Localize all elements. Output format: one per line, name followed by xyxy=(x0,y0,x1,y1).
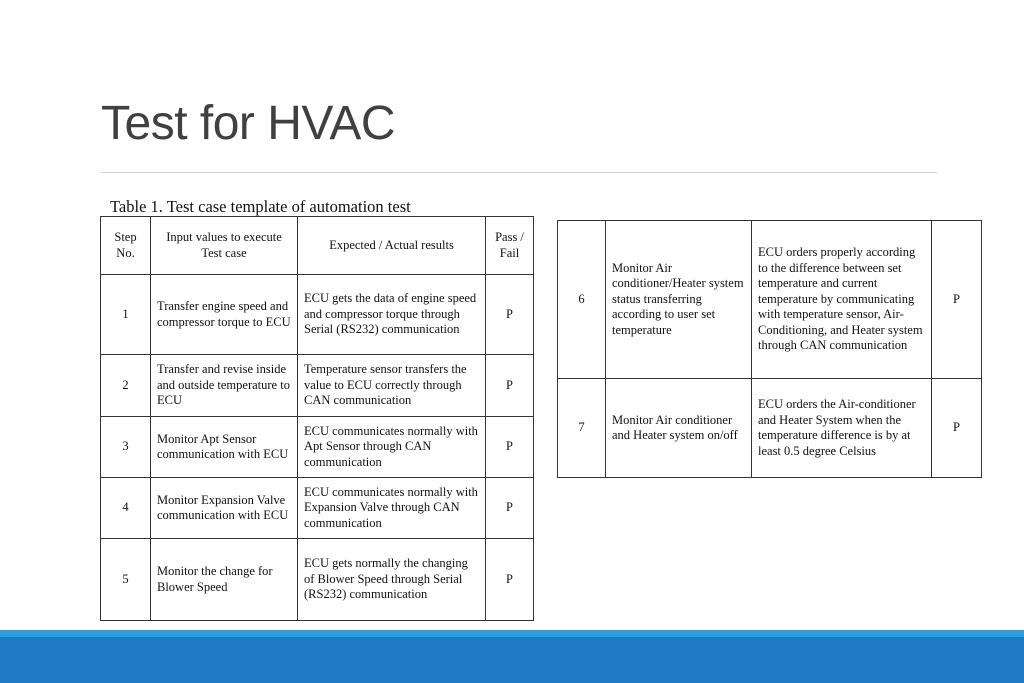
pass-fail: P xyxy=(486,539,534,621)
expected-result: ECU communicates normally with Expansion Valve through CAN communication xyxy=(298,478,486,539)
expected-result: Temperature sensor transfers the value to ECU correctly through CAN communication xyxy=(298,355,486,417)
step-number: 2 xyxy=(101,355,151,417)
expected-result: ECU orders the Air-conditioner and Heater System when the temperature difference is by at least 0.5 degree Celsius xyxy=(752,379,932,478)
input-value: Transfer and revise inside and outside temperature to ECU xyxy=(151,355,298,417)
input-value: Monitor Air conditioner/Heater system status transferring according to user set temperature xyxy=(606,221,752,379)
table-row xyxy=(101,275,534,355)
input-value: Transfer engine speed and compressor torque to ECU xyxy=(151,275,298,355)
input-value: Monitor Expansion Valve communication with ECU xyxy=(151,478,298,539)
step-number: 3 xyxy=(101,417,151,478)
step-number: 4 xyxy=(101,478,151,539)
input-value: Monitor Apt Sensor communication with ECU xyxy=(151,417,298,478)
step-number: 5 xyxy=(101,539,151,621)
table-cut-mask xyxy=(100,621,534,630)
step-number: 7 xyxy=(558,379,606,478)
header-input: Input values to execute Test case xyxy=(151,217,298,275)
test-case-table-right xyxy=(557,220,982,478)
pass-fail: P xyxy=(932,379,982,478)
test-case-table-left xyxy=(100,216,534,641)
expected-result: ECU orders properly according to the difference between set temperature and current temperature by communicating with temperature sensor, Air-Conditioning, and Heater system through CAN communication xyxy=(752,221,932,379)
pass-fail: P xyxy=(486,275,534,355)
pass-fail: P xyxy=(486,417,534,478)
table-row xyxy=(101,355,534,417)
title-divider xyxy=(101,172,937,173)
expected-result: ECU gets normally the changing of Blower Speed through Serial (RS232) communication xyxy=(298,539,486,621)
header-expected: Expected / Actual results xyxy=(298,217,486,275)
table-row xyxy=(558,379,982,478)
input-value: Monitor Air conditioner and Heater system on/off xyxy=(606,379,752,478)
table-header-row xyxy=(101,217,534,275)
expected-result: ECU gets the data of engine speed and compressor torque through Serial (RS232) communication xyxy=(298,275,486,355)
pass-fail: P xyxy=(932,221,982,379)
header-step: Step No. xyxy=(101,217,151,275)
pass-fail: P xyxy=(486,355,534,417)
table-row xyxy=(101,417,534,478)
pass-fail: P xyxy=(486,478,534,539)
input-value: Monitor the change for Blower Speed xyxy=(151,539,298,621)
expected-result: ECU communicates normally with Apt Sensor through CAN communication xyxy=(298,417,486,478)
table-caption: Table 1. Test case template of automation test xyxy=(110,197,411,216)
table-row xyxy=(101,478,534,539)
header-pass: Pass / Fail xyxy=(486,217,534,275)
table-row xyxy=(558,221,982,379)
footer-accent-line xyxy=(0,630,1024,637)
table-row xyxy=(101,539,534,621)
step-number: 6 xyxy=(558,221,606,379)
step-number: 1 xyxy=(101,275,151,355)
footer-bar xyxy=(0,630,1024,683)
slide-title: Test for HVAC xyxy=(101,97,396,150)
